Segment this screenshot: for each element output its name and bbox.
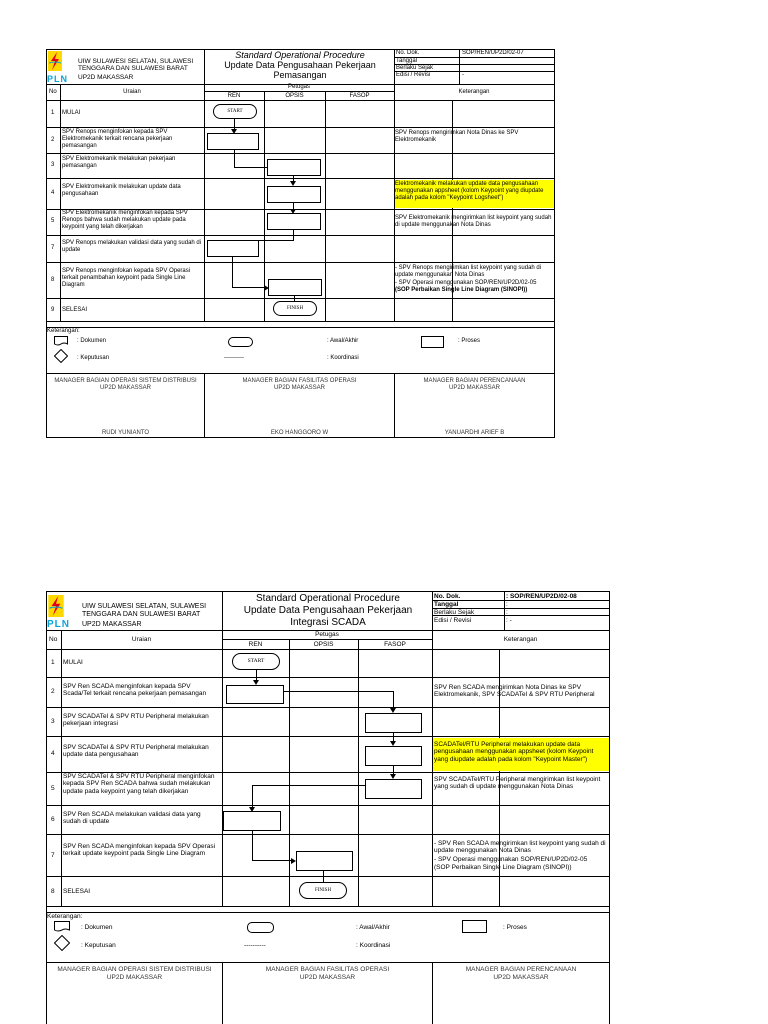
- signature-name: RUDI YUNIANTO: [101, 430, 150, 436]
- unit-name: UP2D MAKASSAR: [82, 621, 142, 628]
- header-no: No: [49, 89, 57, 95]
- meta-label-3: Edisi / Revisi: [396, 72, 431, 78]
- signature-unit: UP2D MAKASSAR: [493, 974, 549, 981]
- process-box: [365, 746, 422, 766]
- meta-value-0: SOP/REN/UP2D/02-07: [462, 50, 524, 56]
- header-uraian: Uraian: [123, 89, 141, 95]
- decision-symbol-icon: [54, 935, 70, 953]
- signature-role: MANAGER BAGIAN PERENCANAAN: [465, 966, 577, 973]
- finish-label: FINISH: [314, 888, 332, 893]
- row-no: 3: [51, 162, 55, 168]
- pln-logo: [48, 595, 64, 617]
- meta-value-3: -: [462, 72, 464, 78]
- legend-koordinasi: : Koordinasi: [327, 355, 359, 361]
- signature-unit: UP2D MAKASSAR: [106, 974, 163, 981]
- row-keterangan-line: - SPV Operasi menggunakan SOP/REN/UP2D/02-05: [395, 280, 537, 286]
- header-petugas: Petugas: [315, 631, 339, 638]
- meta-label-2: Berlaku Sejak: [434, 609, 475, 616]
- signature-name: YANUARDHI ARIEF B: [444, 430, 505, 436]
- header-keterangan: Keterangan: [458, 89, 490, 95]
- signature-unit: UP2D MAKASSAR: [273, 385, 325, 391]
- sop-title-italic: Standard Operational Procedure: [235, 50, 365, 60]
- meta-label-3: Edisi / Revisi: [434, 617, 472, 624]
- row-no: 3: [51, 718, 55, 725]
- header-fasop: FASOP: [349, 93, 370, 99]
- process-box: [223, 811, 281, 831]
- row-keterangan: SPV Ren SCADA mengirimkan Nota Dinas ke SPV Elektromekanik, SPV SCADATel & SPV RTU Peripheral: [434, 684, 595, 699]
- row-uraian: SPV Ren SCADA melakukan validasi data yang sudah di update: [63, 811, 201, 826]
- meta-value-2: :: [506, 609, 508, 616]
- finish-label: FINISH: [286, 306, 304, 311]
- legend-koordinasi: : Koordinasi: [356, 942, 391, 949]
- unit-name: UP2D MAKASSAR: [78, 74, 134, 81]
- row-uraian: SPV Renops menginfokan kepada SPV Elektromekanik terkait rencana pekerjaan pemasangan: [62, 129, 173, 149]
- row-uraian: SPV Ren SCADA menginfokan kepada SPV Operasi terkait update keypoint pada Single Line Diagram: [63, 843, 216, 858]
- row-no: 7: [51, 852, 55, 859]
- start-label: START: [247, 658, 265, 664]
- meta-label-1: Tanggal: [396, 58, 418, 64]
- row-no: 4: [51, 750, 55, 757]
- terminator-symbol-icon: [247, 922, 274, 933]
- row-keterangan-line: - SPV Ren SCADA mengirimkan list keypoint yang sudah di update menggunakan Nota Dinas: [434, 840, 606, 855]
- row-uraian: SPV Elektromekanik menginfokan kepada SPV Renops bahwa sudah melakukan update pada keypoint yang telah dikerjakan: [62, 210, 188, 230]
- row-no: 2: [51, 137, 55, 143]
- meta-label-1: Tanggal: [434, 601, 459, 608]
- process-box: [365, 713, 422, 733]
- header-opsis: OPSIS: [285, 93, 304, 99]
- row-no: 4: [51, 190, 55, 196]
- process-box: [226, 685, 284, 704]
- row-keterangan-line: - SPV Renops mengirimkan list keypoint yang sudah di update menggunakan Nota Dinas: [395, 265, 542, 278]
- header-ren: REN: [248, 641, 263, 648]
- legend-title: Keterangan:: [47, 913, 83, 920]
- row-keterangan: SPV Renops mengirimkan Nota Dinas ke SPV Elektromekanik: [395, 130, 519, 143]
- legend-proses: : Proses: [458, 338, 481, 344]
- process-box: [296, 851, 353, 871]
- row-keterangan-line: (SOP Perbaikan Single Line Diagram (SINOPI)): [434, 864, 572, 871]
- company-name: UIW SULAWESI SELATAN, SULAWESI TENGGARA DAN SULAWESI BARAT: [78, 58, 194, 73]
- row-uraian: SELESAI: [63, 888, 91, 895]
- row-uraian: SELESAI: [62, 307, 88, 313]
- meta-value-0: : SOP/REN/UP2D/02-08: [506, 593, 577, 600]
- process-box: [365, 779, 422, 799]
- signature-name: EKO HANGGORO W: [270, 430, 329, 436]
- row-no: 9: [51, 307, 55, 313]
- row-uraian: SPV Renops melakukan validasi data yang sudah di update: [62, 240, 202, 253]
- legend-keputusan: : Keputusan: [77, 355, 110, 361]
- signature-unit: UP2D MAKASSAR: [299, 974, 356, 981]
- meta-label-0: No. Dok.: [434, 593, 461, 600]
- header-uraian: Uraian: [131, 636, 152, 643]
- row-no: 5: [51, 218, 55, 224]
- signature-role: MANAGER BAGIAN FASILITAS OPERASI: [242, 378, 357, 384]
- legend-dash-symbol: ----------: [224, 355, 244, 361]
- row-keterangan-line: (SOP Perbaikan Single Line Diagram (SINOPI)): [395, 287, 528, 293]
- row-uraian: SPV SCADATel & SPV RTU Peripheral melakukan update data pengusahaan: [63, 744, 209, 759]
- row-no: 2: [51, 688, 55, 695]
- row-uraian: SPV SCADATel & SPV RTU Peripheral melakukan pekerjaan integrasi: [63, 713, 209, 728]
- row-no: 6: [51, 816, 55, 823]
- legend-keputusan: : Keputusan: [81, 942, 116, 949]
- signature-unit: UP2D MAKASSAR: [99, 385, 151, 391]
- signature-role: MANAGER BAGIAN PERENCANAAN: [423, 378, 526, 384]
- legend-dash-symbol: ----------: [244, 942, 266, 949]
- document-symbol-icon: [54, 921, 70, 934]
- signature-role: MANAGER BAGIAN OPERASI SISTEM DISTRIBUSI: [54, 378, 197, 384]
- row-keterangan-line: - SPV Operasi menggunakan SOP/REN/UP2D/02-05: [434, 856, 588, 863]
- meta-value-1: :: [506, 601, 508, 608]
- row-no: 5: [51, 785, 55, 792]
- row-keterangan: SPV SCADATel/RTU Peripheral mengirimkan list keypoint yang sudah di update menggunakan Nota Dinas: [434, 776, 601, 791]
- row-uraian: SPV Renops menginfokan kepada SPV Operasi terkait penambahan keypoint pada Single Line Diagram: [62, 268, 191, 288]
- signature-role: MANAGER BAGIAN FASILITAS OPERASI: [265, 966, 390, 973]
- legend-title: Keterangan:: [47, 328, 80, 334]
- company-name: UIW SULAWESI SELATAN, SULAWESI TENGGARA DAN SULAWESI BARAT: [82, 603, 207, 619]
- row-no: 1: [51, 110, 55, 116]
- row-keterangan: SCADATel/RTU Peripheral melakukan update data pengusahaan menggunakan appsheet (kolom Keypoint yang diupdate adalah pada kolom "Keypoint Master"): [434, 741, 594, 763]
- row-no: 8: [51, 888, 55, 895]
- row-uraian: SPV Elektromekanik melakukan pekerjaan pemasangan: [62, 156, 176, 169]
- header-fasop: FASOP: [384, 641, 406, 648]
- row-keterangan: SPV Elektromekanik mengirimkan list keypoint yang sudah di update menggunakan Nota Dinas: [395, 215, 552, 228]
- legend-awal-akhir: : Awal/Akhir: [356, 924, 390, 931]
- header-ren: REN: [227, 93, 241, 99]
- pln-logo-text: PLN: [47, 619, 70, 630]
- header-petugas: Petugas: [287, 84, 311, 90]
- row-uraian: SPV Elektromekanik melakukan update data pengusahaan: [62, 184, 181, 197]
- start-terminator: [232, 653, 280, 670]
- signature-role: MANAGER BAGIAN OPERASI SISTEM DISTRIBUSI: [57, 966, 212, 973]
- row-no: 7: [51, 245, 55, 251]
- meta-label-2: Berlaku Sejak: [396, 65, 434, 71]
- start-label: START: [227, 109, 243, 114]
- row-uraian: MULAI: [62, 110, 81, 116]
- finish-terminator: [299, 882, 347, 899]
- row-uraian: SPV Ren SCADA menginfokan kepada SPV Scada/Tel terkait rencana pekerjaan pemasangan: [63, 683, 207, 698]
- pln-logo-text: PLN: [47, 74, 68, 84]
- header-opsis: OPSIS: [313, 641, 334, 648]
- meta-label-0: No. Dok.: [396, 50, 420, 56]
- sop-title-italic: Standard Operational Procedure: [256, 593, 400, 604]
- row-no: 1: [51, 659, 55, 666]
- legend-awal-akhir: : Awal/Akhir: [327, 338, 359, 344]
- row-uraian: SPV SCADATel & SPV RTU Peripheral menginfokan kepada SPV Ren SCADA bahwa sudah melakukan update pada keypoint yang telah dikerjakan: [63, 773, 215, 795]
- legend-proses: : Proses: [503, 924, 527, 931]
- process-symbol-icon: [462, 920, 487, 933]
- sop-title: Update Data Pengusahaan Pekerjaan Integrasi SCADA: [243, 605, 413, 628]
- row-keterangan: Elektromekanik melakukan update data pengusahaan menggunakan appsheet (kolom Keypoint yang diupdate adalah pada kolom "Keypoint Logsheet"): [395, 181, 544, 201]
- meta-value-3: : -: [506, 617, 512, 624]
- header-no: No: [49, 636, 58, 643]
- signature-unit: UP2D MAKASSAR: [448, 385, 500, 391]
- header-keterangan: Keterangan: [503, 636, 538, 643]
- legend-dokumen: : Dokumen: [81, 924, 113, 931]
- legend-dokumen: : Dokumen: [77, 338, 107, 344]
- sop-title: Update Data Pengusahaan Pekerjaan Pemasangan: [224, 60, 376, 81]
- row-uraian: MULAI: [63, 659, 83, 666]
- row-no: 8: [51, 277, 55, 283]
